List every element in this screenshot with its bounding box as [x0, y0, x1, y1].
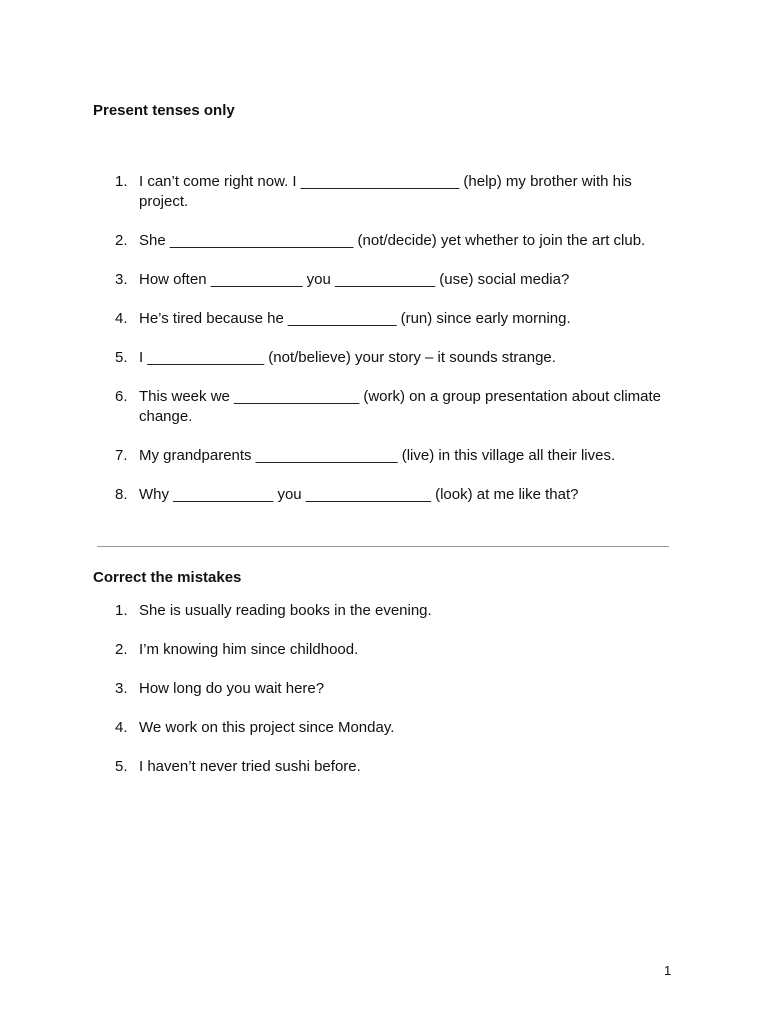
item-number: 4.	[115, 310, 128, 327]
item-text: We work on this project since Monday.	[139, 719, 395, 736]
item-number: 4.	[115, 719, 128, 736]
item-text: I’m knowing him since childhood.	[139, 641, 359, 658]
list-item	[0, 348, 768, 368]
list-item	[0, 757, 768, 777]
list-item	[0, 679, 768, 699]
item-text: Why ____________ you _______________ (look) at me like that?	[139, 486, 579, 503]
item-text: How long do you wait here?	[139, 680, 325, 697]
list-item	[0, 309, 768, 329]
page-number: 1	[664, 963, 672, 978]
item-text: My grandparents _________________ (live) in this village all their lives.	[139, 447, 616, 464]
list-item	[0, 640, 768, 660]
list-item	[0, 172, 768, 212]
item-text: He’s tired because he _____________ (run) since early morning.	[139, 310, 571, 327]
list-item	[0, 485, 768, 505]
item-number: 3.	[115, 680, 128, 697]
present-tenses-exercise-list	[0, 172, 768, 524]
item-text: She ______________________ (not/decide) yet whether to join the art club.	[139, 232, 646, 249]
item-number: 2.	[115, 232, 128, 249]
item-number: 7.	[115, 447, 128, 464]
correct-mistakes-exercise-list	[0, 601, 768, 796]
item-number: 1.	[115, 602, 128, 619]
item-text: She is usually reading books in the evening.	[139, 602, 432, 619]
section-title-present-tenses: Present tenses only	[93, 102, 235, 119]
list-item	[0, 446, 768, 466]
section-title-correct-mistakes: Correct the mistakes	[93, 569, 242, 586]
list-item	[0, 231, 768, 251]
item-text: I ______________ (not/believe) your story – it sounds strange.	[139, 349, 556, 366]
item-text: This week we _______________ (work) on a group presentation about climate change.	[139, 388, 661, 425]
item-number: 1.	[115, 173, 128, 190]
item-number: 5.	[115, 349, 128, 366]
list-item	[0, 270, 768, 290]
list-item	[0, 601, 768, 621]
item-number: 3.	[115, 271, 128, 288]
section-divider	[97, 546, 669, 547]
item-text: How often ___________ you ____________ (use) social media?	[139, 271, 570, 288]
item-number: 2.	[115, 641, 128, 658]
item-number: 5.	[115, 758, 128, 775]
item-text: I haven’t never tried sushi before.	[139, 758, 361, 775]
item-text: I can’t come right now. I ___________________ (help) my brother with his project.	[139, 173, 632, 210]
item-number: 6.	[115, 388, 128, 405]
list-item	[0, 387, 768, 427]
item-number: 8.	[115, 486, 128, 503]
list-item	[0, 718, 768, 738]
